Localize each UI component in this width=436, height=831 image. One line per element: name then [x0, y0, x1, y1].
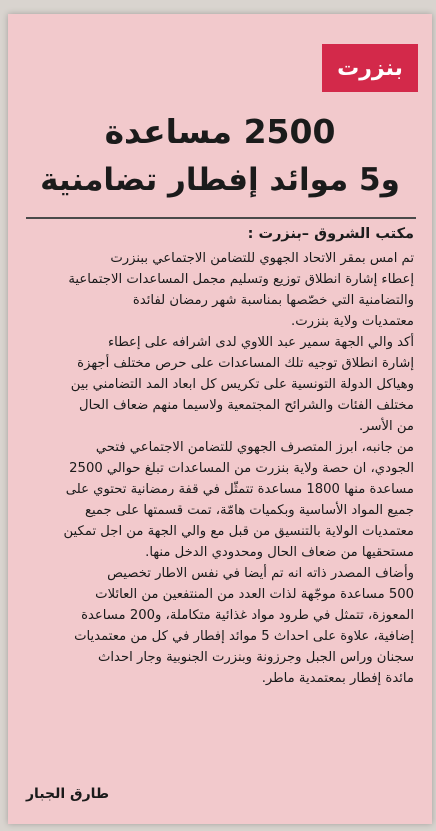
headline-line-1: 2500 مساعدة: [104, 112, 336, 151]
text-line: معتمديات ولاية بنزرت.: [291, 314, 414, 329]
headline-line-2: و5 موائد إفطار تضامنية: [40, 162, 400, 198]
text-line: مساعدة منها 1800 مساعدة تتمثّل في قفة رمضانية تحتوي على: [65, 482, 414, 497]
paragraph-1: [26, 248, 414, 332]
text-line: أكد والي الجهة سمير عبد اللاوي لدى اشرافه على إعطاء: [107, 335, 414, 350]
text-line: جميع المواد الأساسية وبكميات هامّة، تمت قسمتها على جميع: [84, 503, 414, 518]
text-line: معتمديات الولاية بالتنسيق من قبل مع والي الجهة من اجل تمكين: [63, 524, 414, 539]
text-line: إعطاء إشارة انطلاق توزيع وتسليم مجمل المساعدات الاجتماعية: [68, 272, 414, 287]
text-line: الجودي، ان حصة ولاية بنزرت من المساعدات تبلغ حوالي 2500: [69, 461, 414, 476]
text-line: المعوزة، تتمثل في طرود مواد غذائية متكاملة، و200 مساعدة: [81, 608, 414, 623]
text-line: من جانبه، ابرز المتصرف الجهوي للتضامن الاجتماعي فتحي: [95, 440, 414, 455]
text-line: إضافية، علاوة على احداث 5 موائد إفطار في كل من معتمديات: [74, 629, 414, 644]
text-line: إشارة انطلاق توجيه تلك المساعدات على حرص مختلف أجهزة: [77, 356, 414, 371]
text-line: سجنان وراس الجبل وجرزونة وبنزرت الجنوبية وجار احداث: [97, 650, 414, 665]
section-label: بنزرت: [322, 44, 418, 92]
text-line: من الأسر.: [359, 419, 414, 434]
paragraph-3: [26, 437, 414, 563]
byline: مكتب الشروق –بنزرت :: [247, 226, 414, 242]
text-line: وأضاف المصدر ذاته انه تم أيضا في نفس الاطار تخصيص: [107, 566, 414, 581]
text-line: مائدة إفطار بمعتمدية ماطر.: [261, 671, 414, 686]
text-line: تم امس بمقر الاتحاد الجهوي للتضامن الاجتماعي ببنزرت: [110, 251, 414, 266]
text-line: والتضامنية التي خصّصها بمناسبة شهر رمضان لفائدة: [132, 293, 414, 308]
text-line: 500 مساعدة موجّهة لذات العدد من المنتفعين من العائلات: [95, 587, 414, 602]
text-line: مختلف الفئات والشرائح المجتمعية ولاسيما منهم ضعاف الحال: [79, 398, 414, 413]
headline-divider: [26, 217, 416, 219]
paragraph-2: [26, 332, 414, 437]
text-line: مستحقيها من ضعاف الحال ومحدودي الدخل منها.: [145, 545, 414, 560]
author-signature: طارق الجبار: [26, 786, 110, 802]
article-body: [26, 248, 414, 689]
newspaper-clipping: [8, 14, 432, 824]
paragraph-4: [26, 563, 414, 689]
text-line: وهياكل الدولة التونسية على تكريس كل ابعاد المد التضامني بين: [70, 377, 414, 392]
